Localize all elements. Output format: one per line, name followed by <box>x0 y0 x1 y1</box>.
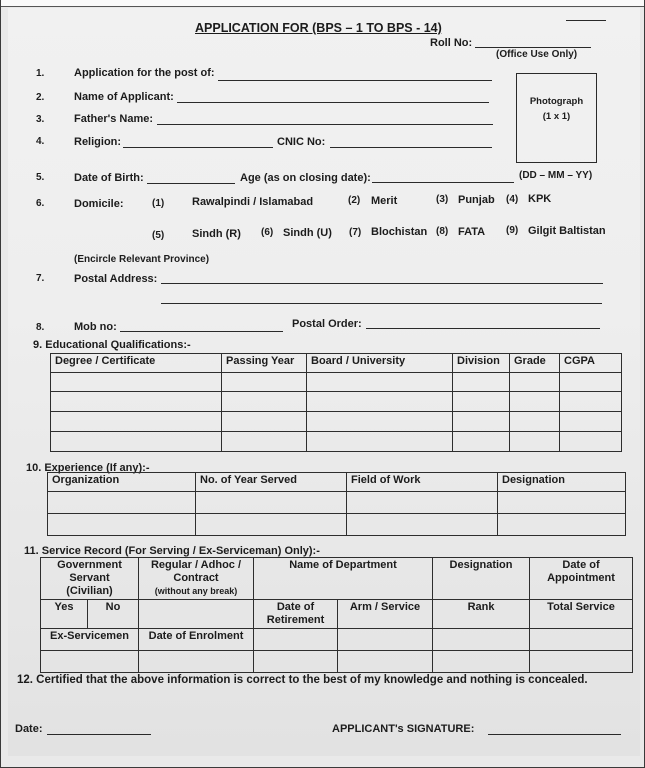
service-header-row-3 <box>41 629 633 651</box>
domicile-option-2-num: (2) <box>348 195 361 206</box>
service-cell[interactable] <box>139 600 254 629</box>
service-cell[interactable] <box>433 629 530 651</box>
field-3-number: 3. <box>36 114 45 125</box>
field-5-number: 5. <box>36 172 45 183</box>
domicile-option-rawalpindi[interactable]: Rawalpindi / Islamabad <box>192 196 314 208</box>
education-cell[interactable] <box>307 373 453 392</box>
experience-heading: 10. Experience (If any):- <box>26 462 150 474</box>
col-date-retirement: Date of Retirement <box>254 600 338 629</box>
education-cell[interactable] <box>307 392 453 412</box>
col-ex-servicemen: Ex-Servicemen <box>41 629 139 651</box>
experience-cell[interactable] <box>498 492 626 514</box>
domicile-option-fata[interactable]: FATA <box>458 226 486 238</box>
col-cgpa: CGPA <box>560 354 622 373</box>
postal-address-field-line-1[interactable] <box>161 283 603 284</box>
table-row <box>51 412 622 432</box>
experience-cell[interactable] <box>347 492 498 514</box>
col-field-of-work: Field of Work <box>347 473 498 492</box>
domicile-option-4-num: (4) <box>506 194 519 205</box>
experience-table <box>47 472 626 536</box>
education-cell[interactable] <box>510 373 560 392</box>
education-cell[interactable] <box>453 412 510 432</box>
experience-cell[interactable] <box>498 514 626 536</box>
dob-label: Date of Birth: <box>74 172 144 184</box>
service-cell[interactable] <box>41 651 139 673</box>
education-cell[interactable] <box>453 373 510 392</box>
col-degree: Degree / Certificate <box>51 354 222 373</box>
col-service-designation: Designation <box>433 558 530 600</box>
table-row <box>48 492 626 514</box>
domicile-option-7-num: (7) <box>349 227 362 238</box>
col-total-service: Total Service <box>530 600 633 629</box>
cnic-field[interactable] <box>330 147 492 148</box>
regular-label: Regular / Adhoc / Contract <box>150 559 242 584</box>
experience-header-row <box>48 473 626 492</box>
regular-note: (without any break) <box>154 586 238 596</box>
table-row <box>51 432 622 452</box>
education-cell[interactable] <box>51 392 222 412</box>
col-organization: Organization <box>48 473 196 492</box>
service-header-row-1 <box>41 558 633 600</box>
table-row <box>51 373 622 392</box>
signature-label: APPLICANT's SIGNATURE: <box>332 723 475 735</box>
field-2-number: 2. <box>36 92 45 103</box>
domicile-option-3-num: (3) <box>436 194 449 205</box>
roll-no-field[interactable] <box>475 47 591 48</box>
field-4-number: 4. <box>36 136 45 147</box>
domicile-option-blochistan[interactable]: Blochistan <box>371 226 428 238</box>
service-cell[interactable] <box>338 629 433 651</box>
col-department: Name of Department <box>254 558 433 600</box>
service-cell[interactable] <box>338 651 433 673</box>
applicant-name-field[interactable] <box>177 102 489 103</box>
col-yes[interactable]: Yes <box>41 600 88 629</box>
education-cell[interactable] <box>453 432 510 452</box>
service-heading: 11. Service Record (For Serving / Ex-Serviceman) Only):- <box>24 545 320 557</box>
col-date-appointment: Date of Appointment <box>530 558 633 600</box>
col-regular-adhoc-contract <box>139 558 254 600</box>
education-heading: 9. Educational Qualifications:- <box>33 339 191 351</box>
table-row <box>51 392 622 412</box>
photograph-box[interactable] <box>516 73 597 163</box>
education-cell[interactable] <box>307 432 453 452</box>
col-passing-year: Passing Year <box>222 354 307 373</box>
declaration-text: 12. Certified that the above information is correct to the best of my knowledge and nothing is concealed. <box>17 674 588 686</box>
experience-cell[interactable] <box>196 514 347 536</box>
religion-field[interactable] <box>123 147 273 148</box>
postal-order-label: Postal Order: <box>292 318 362 330</box>
field-7-number: 7. <box>36 273 45 284</box>
applicant-name-label: Name of Applicant: <box>74 91 174 103</box>
father-name-field[interactable] <box>157 124 493 125</box>
education-cell[interactable] <box>510 432 560 452</box>
col-government-servant: Government Servant (Civilian) <box>41 558 139 600</box>
cropped-top-strip <box>0 0 645 7</box>
field-8-number: 8. <box>36 322 45 333</box>
education-cell[interactable] <box>510 392 560 412</box>
form-title: APPLICATION FOR (BPS – 1 TO BPS - 14) <box>195 21 442 35</box>
mob-no-label: Mob no: <box>74 321 117 333</box>
date-format-hint: (DD – MM – YY) <box>519 170 593 181</box>
domicile-option-punjab[interactable]: Punjab <box>458 194 495 206</box>
table-row <box>48 514 626 536</box>
signature-field[interactable] <box>488 734 621 735</box>
roll-no-label: Roll No: <box>430 37 473 49</box>
postal-order-field[interactable] <box>366 328 600 329</box>
field-1-number: 1. <box>36 68 45 79</box>
education-table <box>50 353 622 452</box>
domicile-option-sindh-u[interactable]: Sindh (U) <box>283 227 332 239</box>
col-division: Division <box>453 354 510 373</box>
col-rank: Rank <box>433 600 530 629</box>
service-header-row-2 <box>41 600 633 629</box>
table-row <box>41 651 633 673</box>
col-grade: Grade <box>510 354 560 373</box>
col-years-served: No. of Year Served <box>196 473 347 492</box>
education-cell[interactable] <box>453 392 510 412</box>
education-cell[interactable] <box>222 392 307 412</box>
col-board: Board / University <box>307 354 453 373</box>
domicile-option-kpk[interactable]: KPK <box>528 193 552 205</box>
experience-cell[interactable] <box>347 514 498 536</box>
education-cell[interactable] <box>51 412 222 432</box>
education-cell[interactable] <box>560 392 622 412</box>
domicile-option-9-num: (9) <box>506 225 519 236</box>
experience-cell[interactable] <box>48 514 196 536</box>
education-cell[interactable] <box>51 373 222 392</box>
col-no[interactable]: No <box>88 600 139 629</box>
postal-address-field-line-2[interactable] <box>161 303 602 304</box>
service-cell[interactable] <box>139 651 254 673</box>
service-cell[interactable] <box>530 629 633 651</box>
domicile-option-8-num: (8) <box>436 226 449 237</box>
post-label: Application for the post of: <box>74 67 215 79</box>
domicile-note: (Encircle Relevant Province) <box>74 254 210 265</box>
date-label: Date: <box>15 723 43 735</box>
education-cell[interactable] <box>222 373 307 392</box>
col-designation: Designation <box>498 473 626 492</box>
education-cell[interactable] <box>510 412 560 432</box>
domicile-option-gilgit-baltistan[interactable]: Gilgit Baltistan <box>528 225 606 237</box>
education-cell[interactable] <box>560 432 622 452</box>
service-cell[interactable] <box>530 651 633 673</box>
domicile-label: Domicile: <box>74 198 124 210</box>
experience-cell[interactable] <box>48 492 196 514</box>
education-cell[interactable] <box>222 412 307 432</box>
service-cell[interactable] <box>254 629 338 651</box>
service-cell[interactable] <box>433 651 530 673</box>
post-field[interactable] <box>218 80 492 81</box>
domicile-option-sindh-r[interactable]: Sindh (R) <box>192 228 241 240</box>
service-cell[interactable] <box>254 651 338 673</box>
dob-field[interactable] <box>147 183 235 184</box>
age-label: Age (as on closing date): <box>240 172 371 184</box>
religion-label: Religion: <box>74 136 122 148</box>
cnic-label: CNIC No: <box>277 136 326 148</box>
age-field[interactable] <box>372 182 514 183</box>
education-header-row <box>51 354 622 373</box>
education-cell[interactable] <box>307 412 453 432</box>
postal-address-label: Postal Address: <box>74 273 158 285</box>
education-cell[interactable] <box>560 412 622 432</box>
photograph-label: Photograph <box>529 96 584 107</box>
domicile-option-6-num: (6) <box>261 227 274 238</box>
domicile-option-5-num: (5) <box>152 230 165 241</box>
father-name-label: Father's Name: <box>74 113 154 125</box>
experience-cell[interactable] <box>196 492 347 514</box>
mob-no-field[interactable] <box>120 331 283 332</box>
col-arm-service: Arm / Service <box>338 600 433 629</box>
domicile-option-merit[interactable]: Merit <box>371 195 398 207</box>
office-use-label: (Office Use Only) <box>496 49 578 60</box>
education-cell[interactable] <box>51 432 222 452</box>
field-6-number: 6. <box>36 198 45 209</box>
education-cell[interactable] <box>560 373 622 392</box>
col-date-enrolment: Date of Enrolment <box>139 629 254 651</box>
photograph-size: (1 x 1) <box>542 111 571 122</box>
date-field[interactable] <box>47 734 151 735</box>
corner-mark <box>566 20 606 21</box>
service-table <box>40 557 633 673</box>
domicile-option-1-num: (1) <box>152 198 165 209</box>
education-cell[interactable] <box>222 432 307 452</box>
